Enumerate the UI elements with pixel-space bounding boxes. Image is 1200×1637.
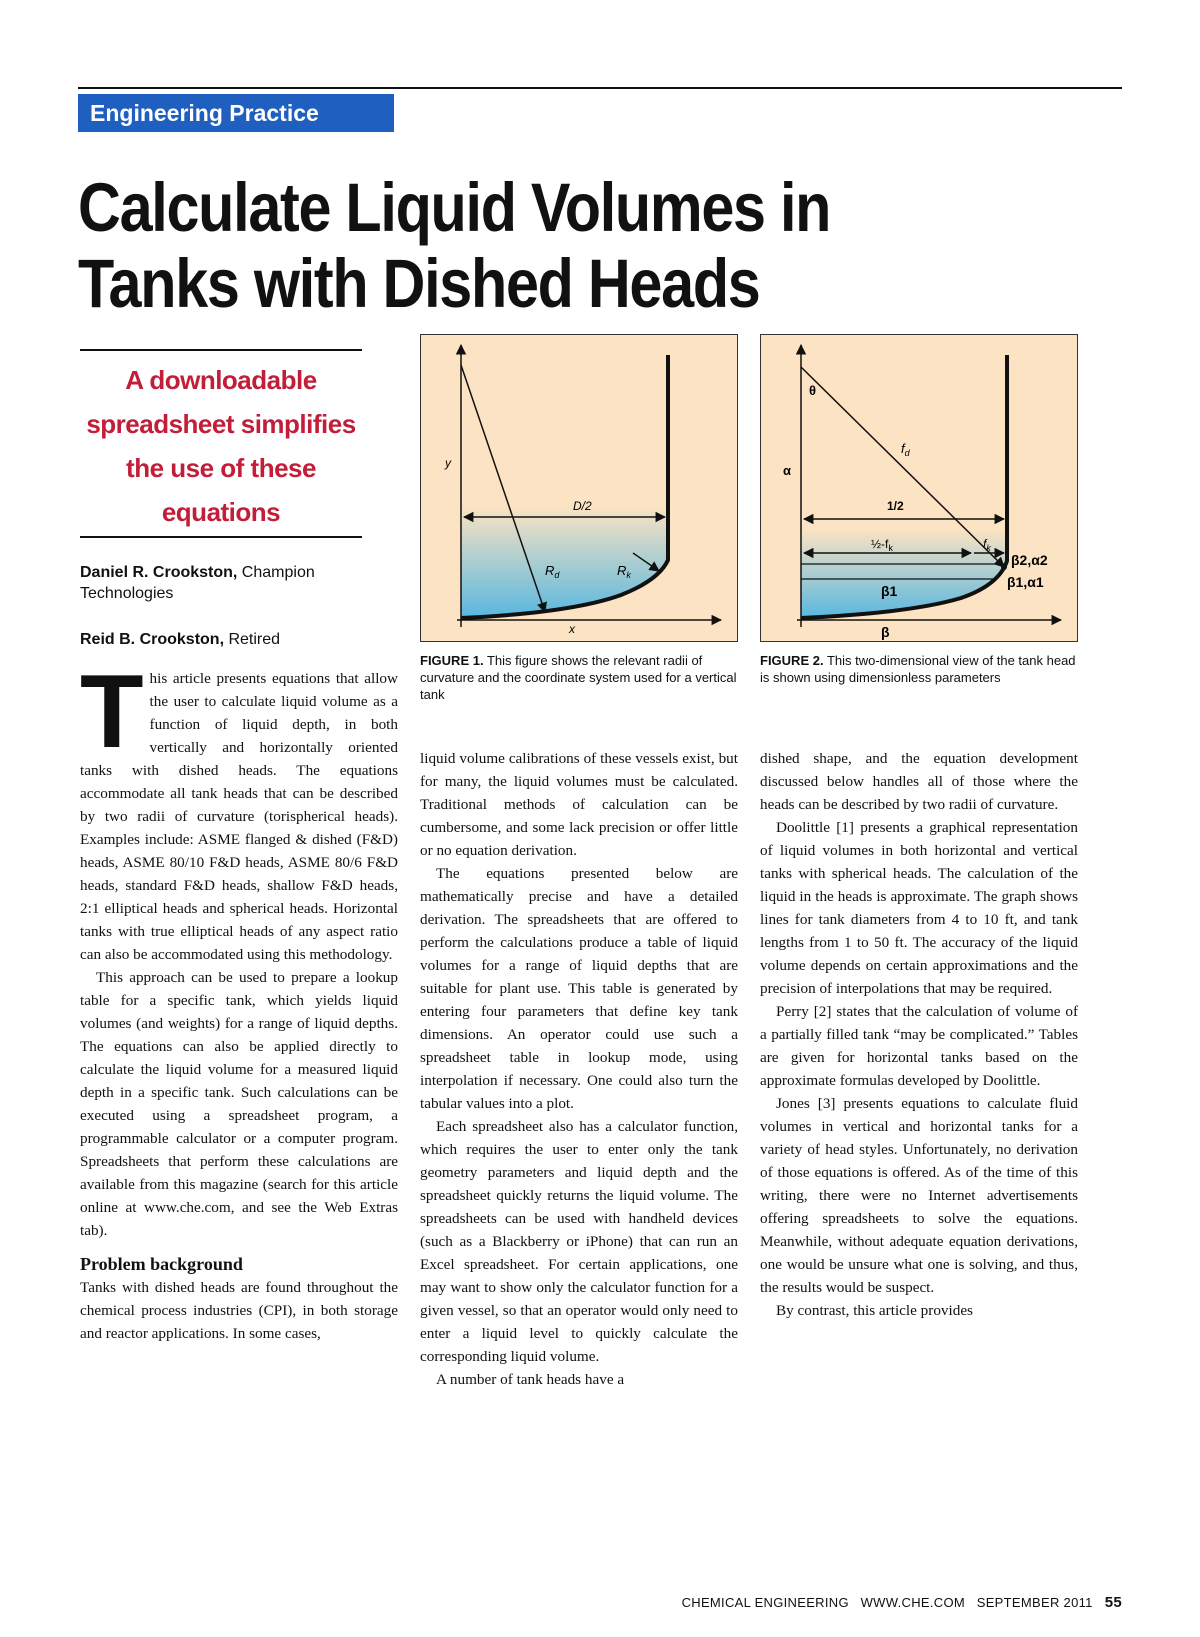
page-footer <box>682 1594 1122 1611</box>
author-2-name: Reid B. Crookston, <box>80 631 225 648</box>
title-line-1: Calculate Liquid Volumes in <box>78 169 831 246</box>
half-label: 1/2 <box>887 499 904 513</box>
beta1-alpha1-label: β1,α1 <box>1007 574 1044 590</box>
paragraph: liquid volume calibrations of these vessels exist, but for many, the liquid volumes must be calculated. Traditional methods of calculation can be cumbersome, and some lack precision or offer little or no equation derivation. <box>420 750 738 859</box>
paragraph: Perry [2] states that the calculation of volume of a partially filled tank “may be complicated.” Tables are given for horizontal tanks based on the approximate formulas developed by Doolittle. <box>760 1003 1078 1089</box>
figure-1-caption <box>420 652 738 703</box>
deck <box>80 358 362 534</box>
paragraph: This approach can be used to prepare a lookup table for a specific tank, which yields liquid volumes (and weights) for a range of liquid depths. The equations can also be applied directly to calculate the liquid volume for a measured liquid depth in a specific tank. Such calculations can be executed using a spreadsheet program, a programmable calculator or a computer program. Spreadsheets that perform these calculations are available from this magazine (search for this article online at www.che.com, and see the Web Extras tab). <box>80 969 398 1239</box>
deck-line-1: A downloadable <box>125 365 317 395</box>
column-3 <box>760 747 1078 1322</box>
paragraph: By contrast, this article provides <box>776 1302 973 1319</box>
drop-cap: T <box>80 654 144 770</box>
figure-2-caption-text: This two-dimensional view of the tank head is shown using dimensionless parameters <box>760 653 1076 685</box>
title-line-2: Tanks with Dished Heads <box>78 245 760 322</box>
author-1-name: Daniel R. Crookston, <box>80 564 238 581</box>
figure-2-caption <box>760 652 1078 686</box>
figure-1-caption-text: This figure shows the relevant radii of curvature and the coordinate system used for a vertical tank <box>420 653 737 702</box>
deck-line-2: spreadsheet simplifies <box>86 409 356 439</box>
footer-text: CHEMICAL ENGINEERING WWW.CHE.COM SEPTEMBER 2011 <box>681 1595 1093 1610</box>
paragraph: Jones [3] presents equations to calculate fluid volumes in vertical and horizontal tanks for a variety of head styles. Unfortunately, no derivation of those equations is offered. As of the time of this writing, there were no Internet advertisements offering spreadsheets to solve the equations. Meanwhile, without adequate equation derivations, one would be unsure what one is solving, and thus, the results would be suspect. <box>760 1095 1078 1296</box>
deck-rule-bottom <box>80 536 362 538</box>
top-rule <box>78 87 1122 89</box>
author-1-affiliation: Champion Technologies <box>80 564 315 602</box>
paragraph: The equations presented below are mathematically precise and have a detailed derivation. The spreadsheets that are offered to perform the calculations produce a table of liquid volumes for a range of liquid depths that are suitable for plant use. This table is generated by entering four parameters that define key tank dimensions. An operator could use such a spreadsheet table in lookup mode, using interpolation if necessary. One could also turn the tabular values into a plot. <box>420 865 738 1112</box>
half-diameter-label: D/2 <box>573 499 592 513</box>
paragraph: dished shape, and the equation development discussed below handles all of those where the heads can be described by two radii of curvature. <box>760 750 1078 813</box>
author-2-affiliation: Retired <box>224 631 281 648</box>
paragraph: Tanks with dished heads are found throughout the chemical process industries (CPI), in both storage and reactor applications. In some cases, <box>80 1279 398 1342</box>
beta-label: β <box>881 624 890 640</box>
figure-1-label: FIGURE 1. <box>420 653 484 668</box>
deck-line-4: equations <box>161 497 281 527</box>
figure-2-label: FIGURE 2. <box>760 653 824 668</box>
fd-label: $f_d$ <box>901 441 910 458</box>
figure-2-diagram <box>761 335 1077 641</box>
page-number: 55 <box>1104 1594 1122 1611</box>
column-1 <box>80 654 398 1345</box>
intro-paragraph <box>80 654 398 966</box>
liquid-region <box>801 530 1005 618</box>
theta-label: θ <box>809 383 817 398</box>
paragraph: Each spreadsheet also has a calculator function, which requires the user to enter only the tank geometry parameters and liquid depth and the spreadsheet quickly returns the liquid volume. The spreadsheets can be used with handheld devices (such as a Blackberry or iPhone) that can run an Excel spreadsheet. For certain applications, one may want to show only the calculator function for a given vessel, so that an operator would only need to enter a liquid level to quickly calculate the corresponding liquid volume. <box>420 1118 738 1365</box>
intro-text: his article presents equations that allow the user to calculate liquid volume as a function of liquid depth, in both vertically and horizontally oriented tanks with dished heads. The equations accommodate all tank heads that can be described by two radii of curvature (torispherical heads). Examples include: ASME flanged & dished (F&D) heads, ASME 80/10 F&D heads, ASME 80/6 F&D heads, standard F&D heads, shallow F&D heads, 2:1 elliptical heads and spherical heads. Horizontal tanks with true elliptical heads of any aspect ratio can also be accommodated using this methodology. <box>80 670 398 963</box>
column-2 <box>420 747 738 1391</box>
section-heading: Problem background <box>80 1254 243 1274</box>
fk-label: $f_k$ <box>983 537 991 553</box>
paragraph: A number of tank heads have a <box>436 1371 625 1388</box>
rk-label: $R_k$ <box>617 563 631 580</box>
article-title <box>78 170 972 322</box>
paragraph: Doolittle [1] presents a graphical representation of liquid volumes in both horizontal and vertical tanks with spherical heads. The calculation of the liquid in the heads is approximate. The graph shows lines for tank diameters from 4 to 10 ft, and tank lengths from 1 to 50 ft. The accuracy of the liquid volume depends on certain approximations and the precision of interpolations that may be required. <box>760 819 1078 997</box>
deck-line-3: the use of these <box>126 453 316 483</box>
author-1 <box>80 562 380 604</box>
figure-1 <box>420 334 738 642</box>
tangent-point <box>1001 564 1007 570</box>
alpha-label: α <box>783 463 791 478</box>
figure-2 <box>760 334 1078 642</box>
y-axis-label: y <box>445 456 451 470</box>
author-2 <box>80 629 380 650</box>
beta1-label: β1 <box>881 583 898 599</box>
beta2-alpha2-label: β2,α2 <box>1011 552 1048 568</box>
figure-1-diagram <box>421 335 737 641</box>
half-minus-fk-label: $\frac{1}{2}-f_k$ <box>871 537 893 553</box>
section-tag: Engineering Practice <box>78 94 394 132</box>
rd-label: $R_d$ <box>545 563 560 580</box>
deck-rule-top <box>80 349 362 351</box>
x-axis-label: x <box>569 622 575 636</box>
liquid-region <box>461 507 668 618</box>
